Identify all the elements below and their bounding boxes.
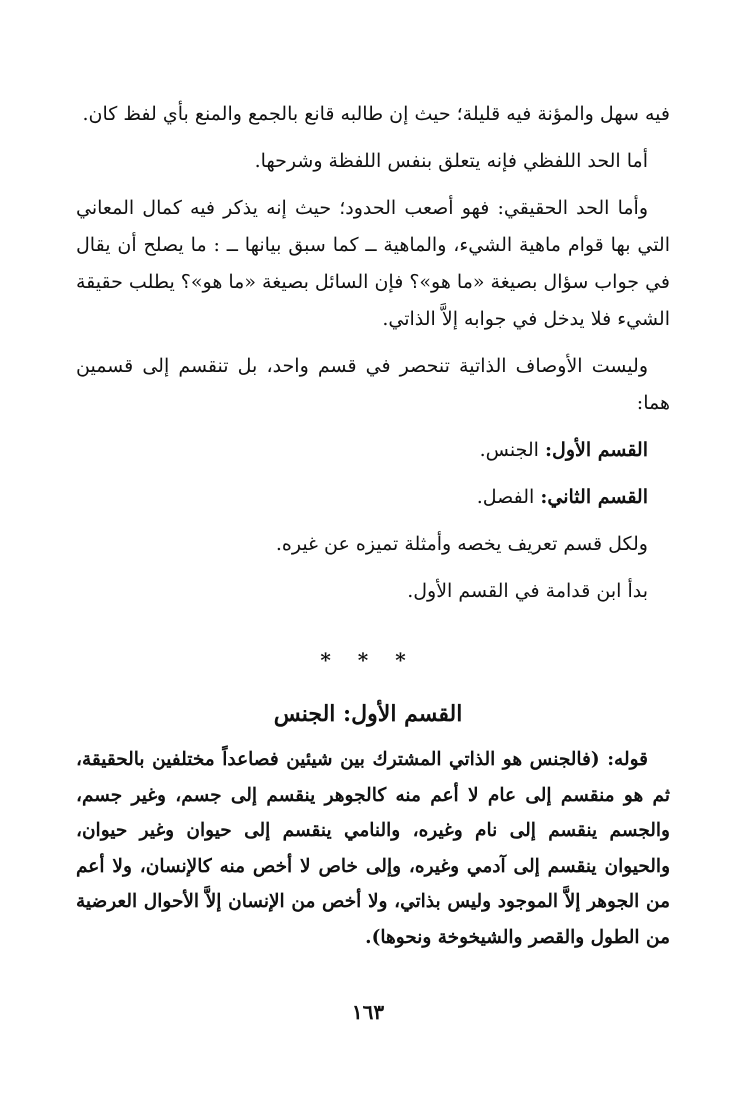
section-1-value: الجنس. — [479, 439, 545, 461]
paragraph-1: فيه سهل والمؤنة فيه قليلة؛ حيث إن طالبه قانع بالجمع والمنع بأي لفظ كان. — [82, 103, 670, 125]
paragraph-6: بدأ ابن قدامة في القسم الأول. — [407, 580, 648, 602]
section-1-label: القسم الأول: — [545, 439, 648, 461]
quote-block — [76, 742, 670, 955]
section-heading: القسم الأول: الجنس — [273, 701, 463, 727]
section-2-value: الفصل. — [476, 486, 541, 508]
paragraph-2: أما الحد اللفظي فإنه يتعلق بنفس اللفظة وشرحها. — [254, 150, 648, 172]
paragraph-5: ولكل قسم تعريف يخصه وأمثلة تميزه عن غيره. — [275, 533, 648, 555]
section-1-line — [76, 432, 670, 469]
paragraph-4: وليست الأوصاف الذاتية تنحصر في قسم واحد، بل تنقسم إلى قسمين هما: — [76, 355, 670, 414]
section-2-line — [76, 479, 670, 516]
page-number: ١٦٣ — [351, 1000, 385, 1024]
body-text — [76, 96, 670, 610]
paragraph-3: وأما الحد الحقيقي: فهو أصعب الحدود؛ حيث إنه يذكر فيه كمال المعاني التي بها قوام ماهية الشيء، والماهية ــ كما سبق بيانها ــ : ما يصلح أن يقال في جواب سؤال بصيغة «ما هو»؟ فإن السائل بصيغة «ما هو»؟ يطلب حقيقة الشيء فلا يدخل في جوابه إلاَّ الذاتي. — [76, 197, 670, 330]
quote-paragraph: قوله: (فالجنس هو الذاتي المشترك بين شيئين فصاعداً مختلفين بالحقيقة، ثم هو منقسم إلى عام لا أعم منه كالجوهر ينقسم إلى جسم، وغير جسم، والجسم ينقسم إلى نام وغيره، والنامي ينقسم إلى حيوان وغير حيوان، والحيوان ينقسم إلى آدمي وغيره، وإلى خاص لا أخص منه كالإنسان، ولا أعم من الجوهر إلاَّ الموجود وليس بذاتي، ولا أخص من الإنسان إلاَّ الأحوال العرضية من الطول والقصر والشيخوخة ونحوها). — [76, 749, 670, 948]
section-2-label: القسم الثاني: — [540, 486, 648, 508]
section-separator: * * * — [320, 648, 416, 672]
